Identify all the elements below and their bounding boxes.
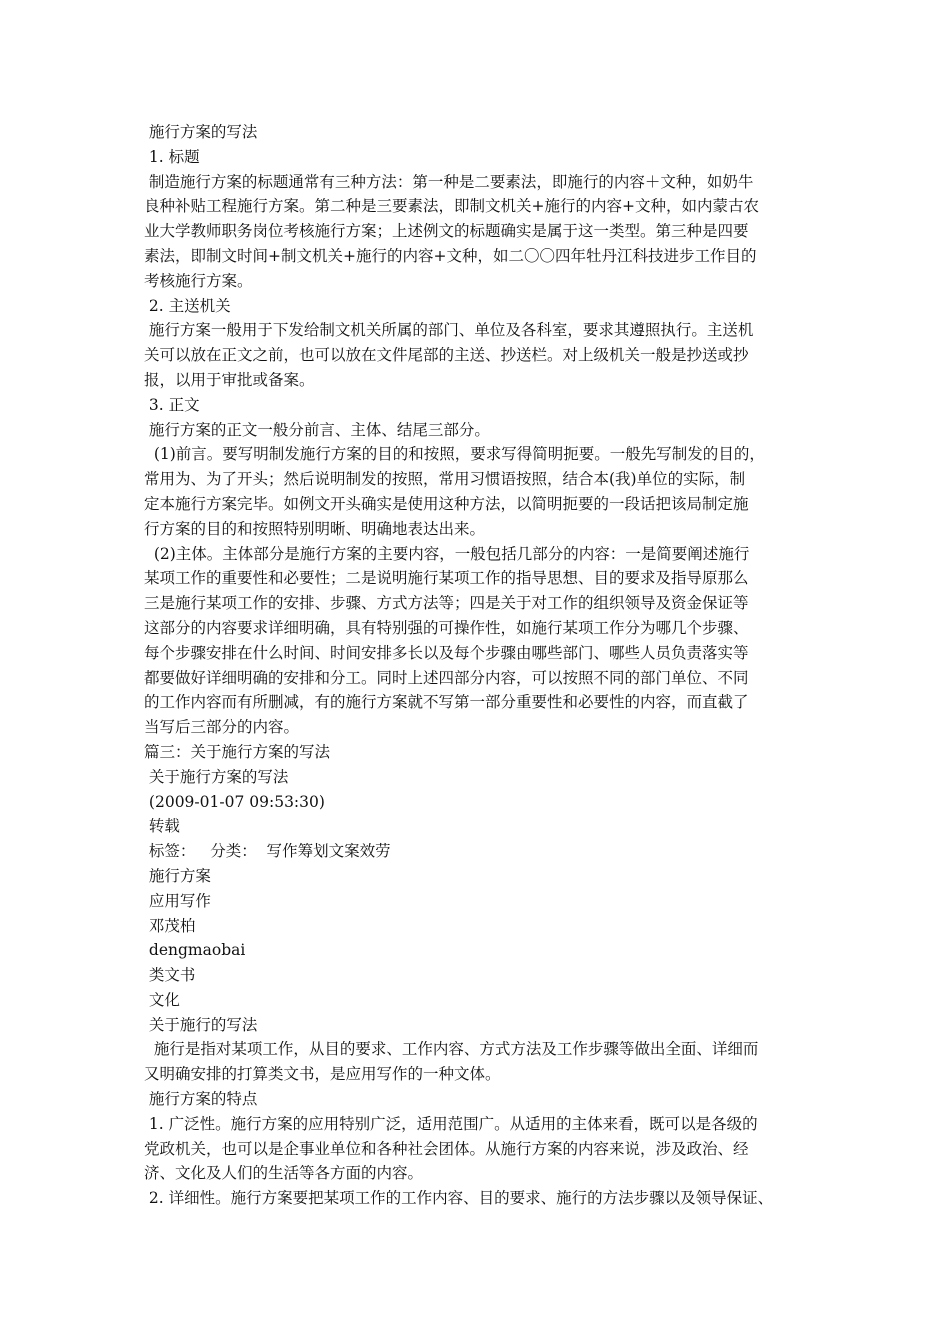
- paragraph-line: 的工作内容而有所删减，有的施行方案就不写第一部分重要性和必要性的内容，而直截了: [144, 693, 749, 712]
- tag-item: 邓茂柏: [144, 916, 196, 935]
- tag-item: 应用写作: [144, 891, 211, 910]
- article-timestamp: (2009-01-07 09:53:30): [144, 792, 325, 811]
- article-title: 关于施行方案的写法: [144, 767, 289, 786]
- chapter-heading: 篇三：关于施行方案的写法: [144, 742, 331, 761]
- paragraph-line: (2)主体。主体部分是施行方案的主要内容，一般包括几部分的内容：一是简要阐述施行: [144, 544, 750, 563]
- paragraph-line: 济、文化及人们的生活等各方面的内容。: [144, 1164, 424, 1183]
- section-heading-title: 1. 标题: [144, 147, 200, 166]
- paragraph-line: 党政机关，也可以是企事业单位和各种社会团体。从施行方案的内容来说，涉及政治、经: [144, 1139, 749, 1158]
- article-repost-label: 转载: [144, 817, 180, 836]
- paragraph-line: (1)前言。要写明制发施行方案的目的和按照，要求写得简明扼要。一般先写制发的目的，: [144, 445, 765, 464]
- tag-item: dengmaobai: [144, 941, 246, 960]
- paragraph-line: 1. 广泛性。施行方案的应用特别广泛，适用范围广。从适用的主体来看，既可以是各级的: [144, 1114, 758, 1133]
- paragraph-line: 常用为、为了开头；然后说明制发的按照，常用习惯语按照，结合本(我)单位的实际，制: [144, 470, 746, 489]
- paragraph-line: 施行方案的正文一般分前言、主体、结尾三部分。: [144, 420, 490, 439]
- tag-item: 施行方案: [144, 866, 211, 885]
- paragraph-line: 素法，即制文时间+制文机关+施行的内容+文种，如二〇〇四年牡丹江科技进步工作目的: [144, 246, 757, 265]
- section-heading-recipient: 2. 主送机关: [144, 296, 231, 315]
- paragraph-line: 报，以用于审批或备案。: [144, 370, 315, 389]
- article-tags-category: 标签： 分类： 写作筹划文案效劳: [144, 842, 391, 861]
- paragraph-line: 这部分的内容要求详细明确，具有特别强的可操作性，如施行某项工作分为哪几个步骤、: [144, 618, 749, 637]
- document-page: [144, 120, 824, 1211]
- paragraph-line: 2. 详细性。施行方案要把某项工作的工作内容、目的要求、施行的方法步骤以及领导保证、: [144, 1189, 774, 1208]
- paragraph-line: 当写后三部分的内容。: [144, 718, 300, 737]
- paragraph-line: 又明确安排的打算类文书，是应用写作的一种文体。: [144, 1065, 501, 1084]
- paragraph-line: 施行方案一般用于下发给制文机关所属的部门、单位及各科室，要求其遵照执行。主送机: [144, 321, 754, 340]
- paragraph-line: 都要做好详细明确的安排和分工。同时上述四部分内容，可以按照不同的部门单位、不同: [144, 668, 749, 687]
- section-heading-body: 3. 正文: [144, 395, 200, 414]
- paragraph-line: 关可以放在正文之前，也可以放在文件尾部的主送、抄送栏。对上级机关一般是抄送或抄: [144, 346, 749, 365]
- tag-item: 类文书: [144, 966, 196, 985]
- paragraph-line: 行方案的目的和按照特别明晰、明确地表达出来。: [144, 519, 486, 538]
- paragraph-line: 施行是指对某项工作，从目的要求、工作内容、方式方法及工作步骤等做出全面、详细而: [144, 1040, 759, 1059]
- paragraph-line: 某项工作的重要性和必要性；二是说明施行某项工作的指导思想、目的要求及指导原那么: [144, 569, 749, 588]
- sub-title: 关于施行的写法: [144, 1015, 258, 1034]
- paragraph-line: 考核施行方案。: [144, 271, 253, 290]
- paragraph-line: 良种补贴工程施行方案。第二种是三要素法，即制文机关+施行的内容+文种，如内蒙古农: [144, 197, 759, 216]
- paragraph-line: 定本施行方案完毕。如例文开头确实是使用这种方法，以简明扼要的一段话把该局制定施: [144, 494, 749, 513]
- paragraph-line: 三是施行某项工作的安排、步骤、方式方法等；四是关于对工作的组织领导及资金保证等: [144, 594, 749, 613]
- tag-item: 文化: [144, 990, 180, 1009]
- paragraph-line: 每个步骤安排在什么时间、时间安排多长以及每个步骤由哪些部门、哪些人员负责落实等: [144, 643, 749, 662]
- paragraph-line: 制造施行方案的标题通常有三种方法：第一种是二要素法，即施行的内容＋文种，如奶牛: [144, 172, 754, 191]
- paragraph-line: 业大学教师职务岗位考核施行方案；上述例文的标题确实是属于这一类型。第三种是四要: [144, 222, 749, 241]
- doc-title: 施行方案的写法: [144, 123, 258, 141]
- sub-heading-features: 施行方案的特点: [144, 1090, 258, 1109]
